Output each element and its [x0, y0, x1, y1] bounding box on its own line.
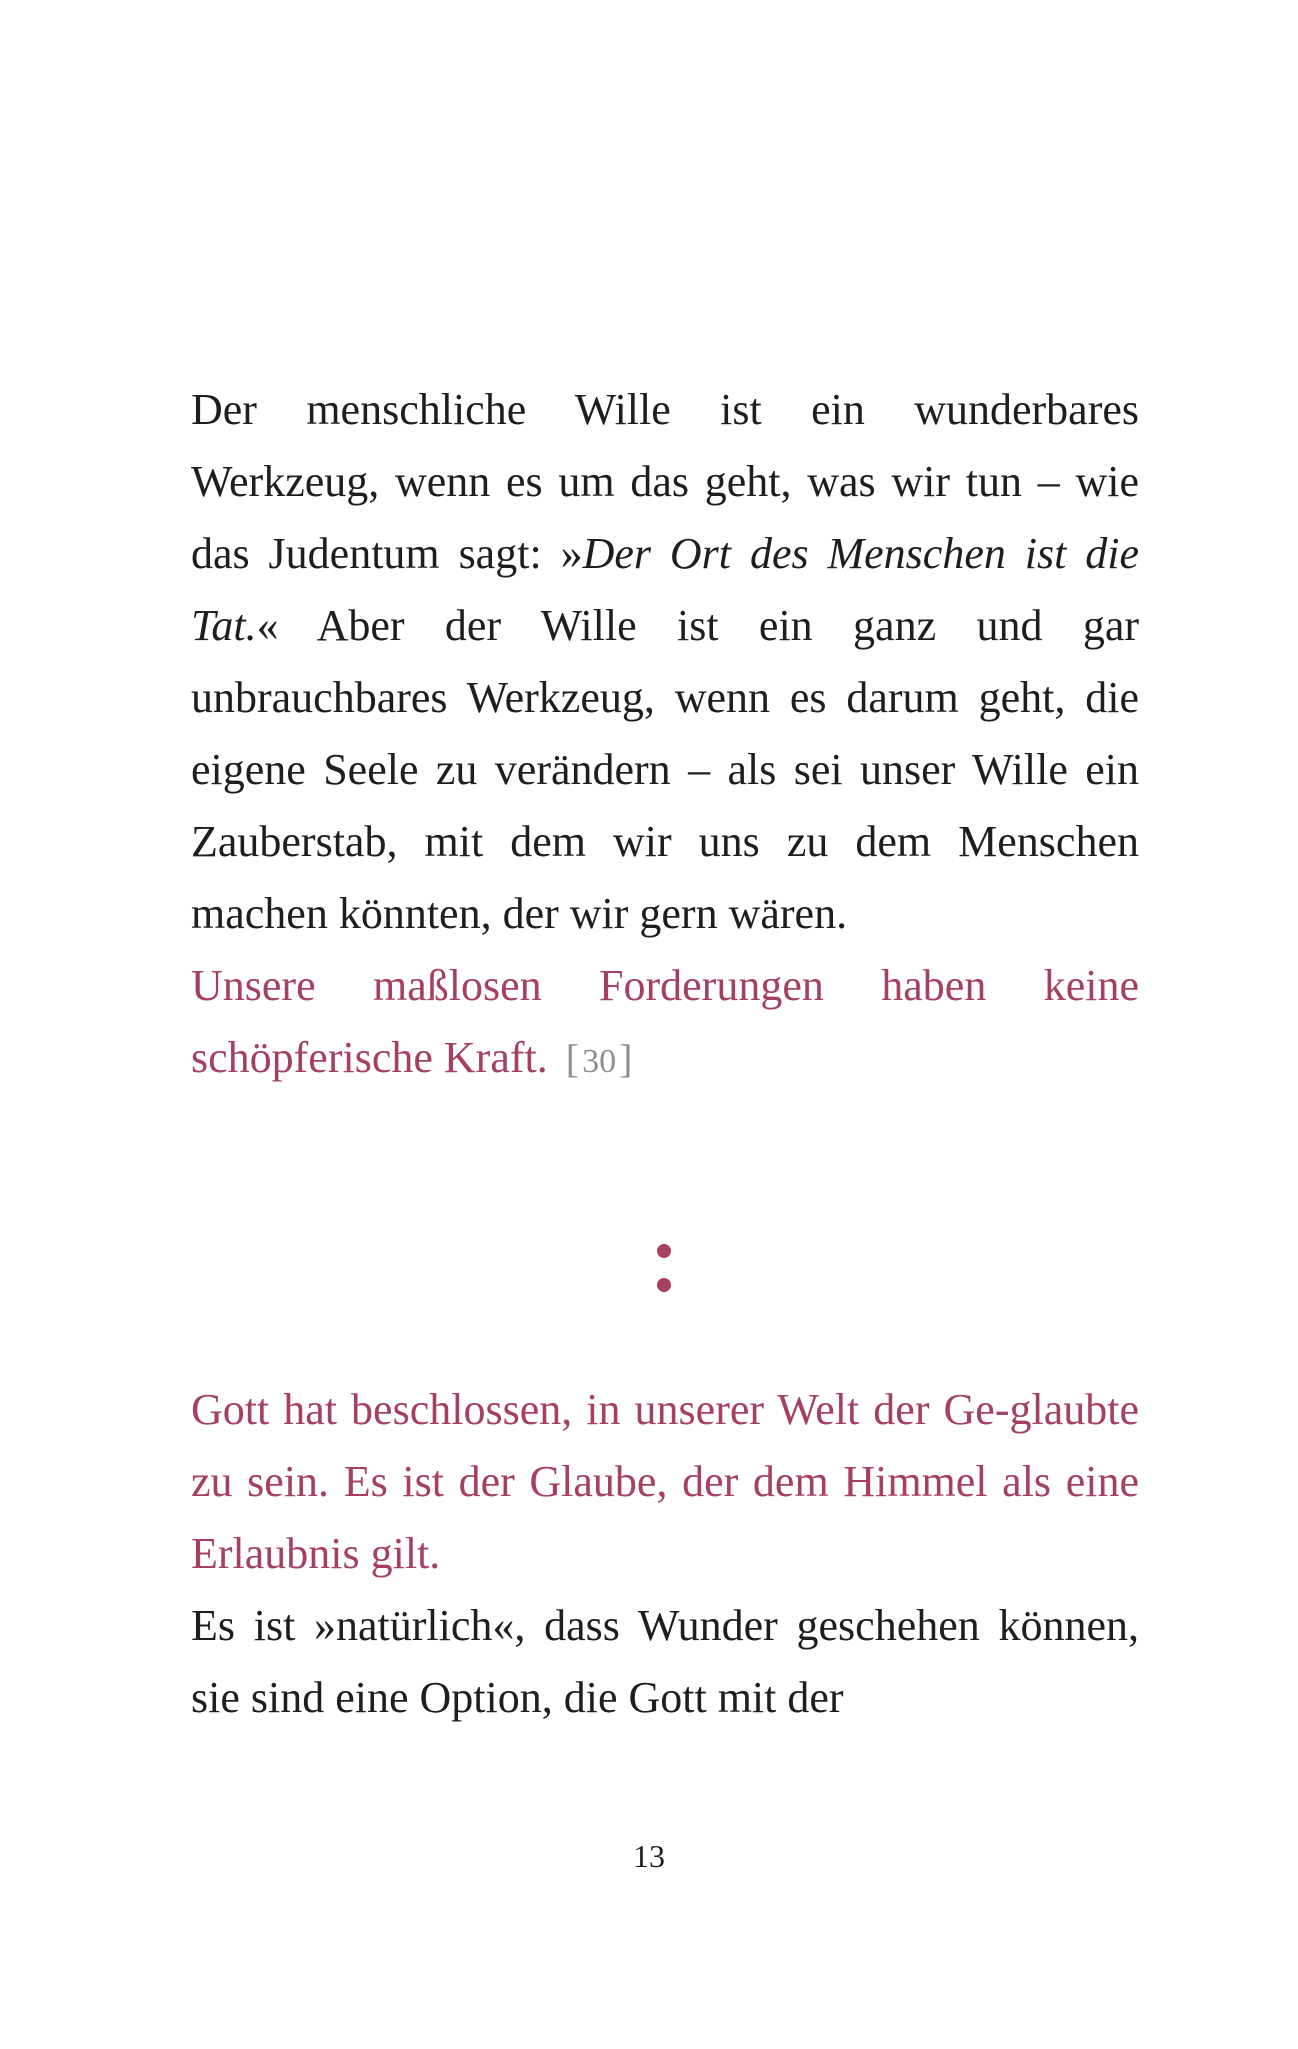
highlight-paragraph-2: [191, 1374, 1139, 1590]
body-text-2: Es ist »natürlich«, dass Wunder geschehen können, sie sind eine Option, die Gott mit der: [191, 1601, 1139, 1722]
reference-open-bracket: [: [565, 1036, 580, 1081]
text-section-2: [191, 1374, 1139, 1734]
text-section-1: [191, 374, 1139, 1098]
colon-ornament-icon: [657, 1244, 671, 1292]
body-paragraph-2: [191, 1590, 1139, 1734]
body-text-after-quote: « Aber der Wille ist ein ganz und gar unbrauchbares Werkzeug, wenn es darum geht, die eigene Seele zu verändern – als sei unser Wille ein Zauberstab, mit dem wir uns zu dem Menschen machen könnten, der wir gern wären.: [191, 601, 1139, 938]
highlight-text-2b: glaubte zu sein. Es ist der Glaube, der dem Himmel als eine Erlaubnis gilt.: [191, 1385, 1139, 1578]
highlight-paragraph-1: [191, 950, 1139, 1098]
highlight-text-2a: Gott hat beschlossen, in unserer Welt der Ge-: [191, 1385, 1010, 1434]
body-paragraph-1: [191, 374, 1139, 950]
highlight-text-1: Unsere maßlosen Forderungen haben keine schöpferische Kraft.: [191, 961, 1139, 1082]
italic-quote: Der Ort des Menschen ist die Tat.: [191, 529, 1139, 650]
reference-close-bracket: ]: [619, 1036, 633, 1081]
ornament-dot-top: [657, 1244, 671, 1258]
body-text-before-quote: Der menschliche Wille ist ein wunderbares Werkzeug, wenn es um das geht, was wir tun – wie das Judentum sagt: »: [191, 385, 1139, 578]
page-number: 13: [633, 1838, 665, 1874]
ornament-dot-bottom: [657, 1278, 671, 1292]
reference-number: [566, 1036, 633, 1081]
reference-value: 30: [582, 1043, 617, 1080]
